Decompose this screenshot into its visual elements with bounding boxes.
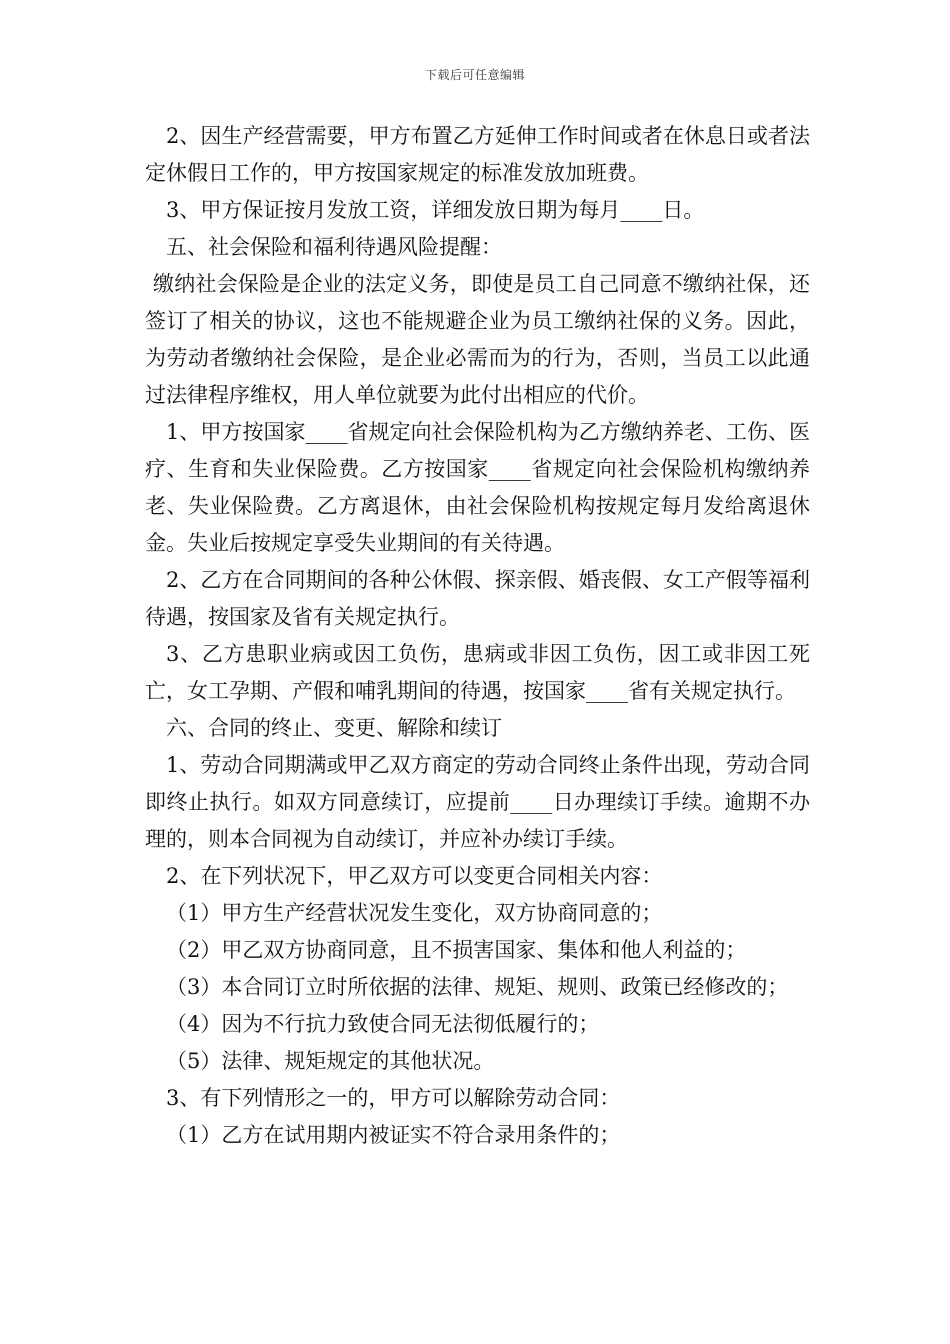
paragraph: 2、因生产经营需要，甲方布置乙方延伸工作时间或者在休息日或者法定休假日工作的，甲方按国家规定的标准发放加班费。	[145, 124, 810, 185]
section-heading: 五、社会保险和福利待遇风险提醒：	[166, 235, 502, 259]
paragraph: 2、在下列状况下，甲乙双方可以变更合同相关内容：	[166, 864, 663, 888]
document-body	[145, 118, 810, 1154]
paragraph: 1、劳动合同期满或甲乙双方商定的劳动合同终止条件出现，劳动合同即终止执行。如双方同意续订，应提前____日办理续订手续。逾期不办理的，则本合同视为自动续订，并应补办续订手续。	[145, 753, 810, 851]
paragraph: 3、乙方患职业病或因工负伤，患病或非因工负伤，因工或非因工死亡，女工孕期、产假和哺乳期间的待遇，按国家____省有关规定执行。	[145, 642, 810, 703]
list-item: （3）本合同订立时所依据的法律、规矩、规则、政策已经修改的；	[166, 975, 789, 999]
paragraph: 2、乙方在合同期间的各种公休假、探亲假、婚丧假、女工产假等福利待遇，按国家及省有关规定执行。	[145, 568, 810, 629]
list-item: （4）因为不行抗力致使合同无法彻低履行的；	[166, 1012, 600, 1036]
section-heading: 六、合同的终止、变更、解除和续订	[166, 716, 502, 740]
list-item: （1）甲方生产经营状况发生变化，双方协商同意的；	[166, 901, 663, 925]
page-header: 下载后可任意编辑	[424, 68, 525, 82]
paragraph: 3、有下列情形之一的，甲方可以解除劳动合同：	[166, 1086, 621, 1110]
paragraph: 3、甲方保证按月发放工资，详细发放日期为每月____日。	[166, 198, 705, 222]
paragraph: 缴纳社会保险是企业的法定义务，即使是员工自己同意不缴纳社保，还签订了相关的协议，这也不能规避企业为员工缴纳社保的义务。因此，为劳动者缴纳社会保险，是企业必需而为的行为，否则，当员工以此通过法律程序维权，用人单位就要为此付出相应的代价。	[145, 272, 810, 407]
list-item: （5）法律、规矩规定的其他状况。	[166, 1049, 495, 1073]
paragraph: 1、甲方按国家____省规定向社会保险机构为乙方缴纳养老、工伤、医疗、生育和失业保险费。乙方按国家____省规定向社会保险机构缴纳养老、失业保险费。乙方离退休，由社会保险机构按规定每月发给离退休金。失业后按规定享受失业期间的有关待遇。	[145, 420, 810, 555]
list-item: （2）甲乙双方协商同意，且不损害国家、集体和他人利益的；	[166, 938, 747, 962]
list-item: （1）乙方在试用期内被证实不符合录用条件的；	[166, 1123, 621, 1147]
